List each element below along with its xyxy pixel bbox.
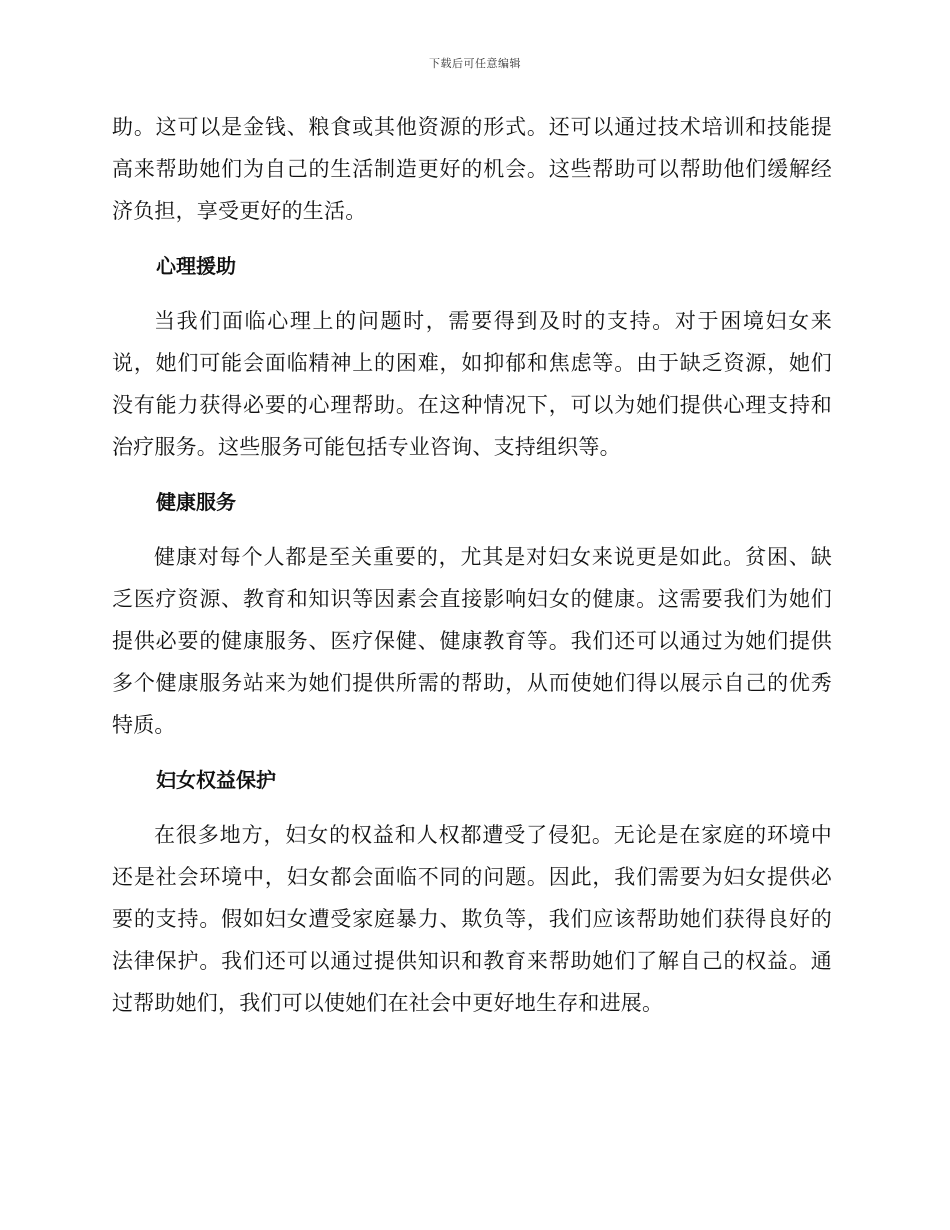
section-heading-psychological: 心理援助: [156, 254, 236, 278]
page-header: 下载后可任意编辑: [429, 57, 521, 70]
section-heading-rights: 妇女权益保护: [156, 768, 276, 792]
psychological-paragraph: 当我们面临心理上的问题时，需要得到及时的支持。对于困境妇女来说，她们可能会面临精神上的困难，如抑郁和焦虑等。由于缺乏资源，她们没有能力获得必要的心理帮助。在这种情况下，可以为她们提供心理支持和治疗服务。这些服务可能包括专业咨询、支持组织等。: [112, 309, 832, 459]
health-paragraph: 健康对每个人都是至关重要的，尤其是对妇女来说更是如此。贫困、缺乏医疗资源、教育和知识等因素会直接影响妇女的健康。这需要我们为她们提供必要的健康服务、医疗保健、健康教育等。我们还可以通过为她们提供多个健康服务站来为她们提供所需的帮助，从而使她们得以展示自己的优秀特质。: [112, 545, 832, 737]
rights-paragraph: 在很多地方，妇女的权益和人权都遭受了侵犯。无论是在家庭的环境中还是社会环境中，妇女都会面临不同的问题。因此，我们需要为妇女提供必要的支持。假如妇女遭受家庭暴力、欺负等，我们应该帮助她们获得良好的法律保护。我们还可以通过提供知识和教育来帮助她们了解自己的权益。通过帮助她们，我们可以使她们在社会中更好地生存和进展。: [112, 823, 832, 1015]
intro-paragraph: 助。这可以是金钱、粮食或其他资源的形式。还可以通过技术培训和技能提高来帮助她们为自己的生活制造更好的机会。这些帮助可以帮助他们缓解经济负担，享受更好的生活。: [112, 115, 832, 223]
section-heading-health: 健康服务: [156, 490, 236, 514]
document-body: [112, 106, 832, 1024]
